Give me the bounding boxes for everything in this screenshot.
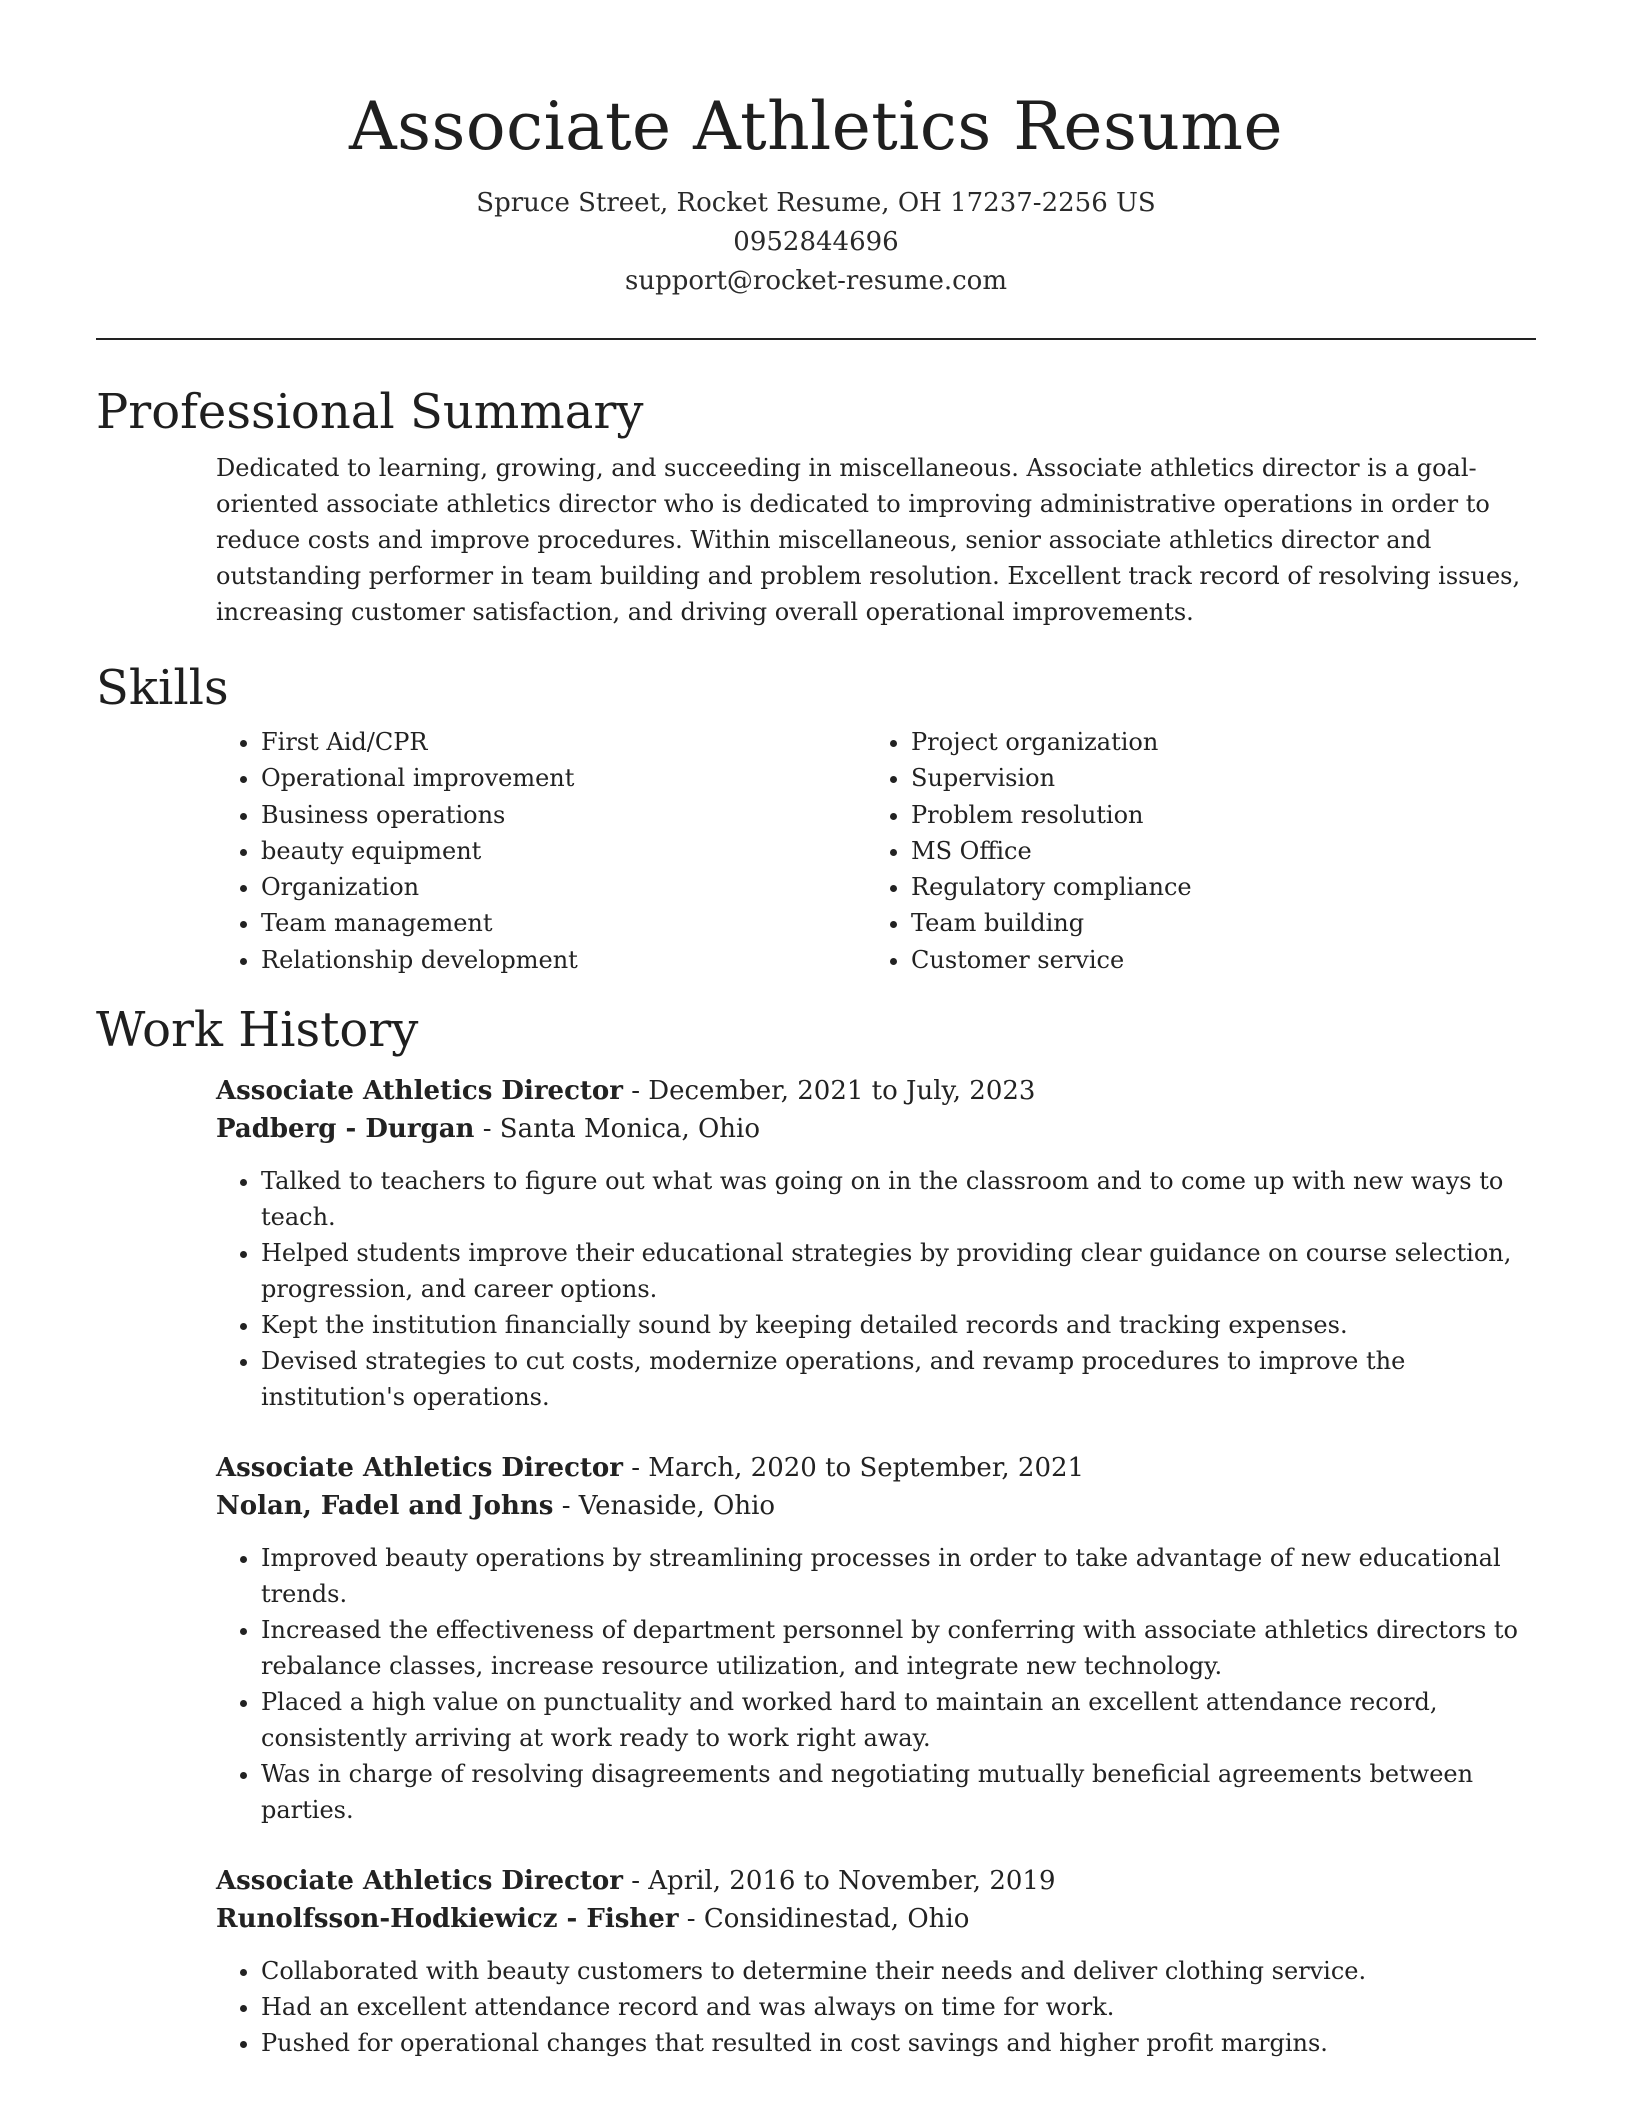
phone-text: 0952844696 <box>733 227 899 257</box>
job-dates: - April, 2016 to November, 2019 <box>622 1866 1056 1897</box>
resume-header <box>96 0 1536 340</box>
job-title-line <box>216 1449 1536 1487</box>
job-title-line <box>216 1072 1536 1110</box>
job-bullet: • Pushed for operational changes that resulted in cost savings and higher profit margins. <box>261 2025 1541 2061</box>
job-bullets <box>216 1163 1541 1415</box>
header-divider <box>96 338 1536 340</box>
job-company: Padberg - Durgan <box>216 1114 475 1145</box>
skills-section <box>96 658 1536 978</box>
job-company: Runolfsson-Hodkiewicz - Fisher <box>216 1904 679 1935</box>
address-text: Spruce Street, Rocket Resume, OH 17237-2256 US <box>476 188 1156 218</box>
job-role: Associate Athletics Director <box>216 1866 623 1897</box>
skill-item: • Team management <box>261 905 866 941</box>
job-entry <box>216 1862 1536 2061</box>
skill-item: • Problem resolution <box>911 797 1516 833</box>
job-role: Associate Athletics Director <box>216 1076 623 1107</box>
job-dates: - March, 2020 to September, 2021 <box>622 1453 1085 1484</box>
skills-list-left <box>216 724 866 978</box>
work-history-heading: Work History <box>96 1002 419 1059</box>
summary-heading: Professional Summary <box>96 384 644 440</box>
resume-title: Associate Athletics Resume <box>348 88 1284 165</box>
job-company: Nolan, Fadel and Johns <box>216 1491 554 1522</box>
skills-grid <box>216 724 1536 978</box>
summary-section <box>96 382 1536 630</box>
job-company-line <box>216 1487 1536 1525</box>
job-bullet: • Had an excellent attendance record and was always on time for work. <box>261 1989 1541 2025</box>
skill-item: • Project organization <box>911 724 1516 760</box>
skill-item: • Regulatory compliance <box>911 869 1516 905</box>
job-bullet: • Was in charge of resolving disagreements and negotiating mutually beneficial agreements between parties. <box>261 1756 1541 1828</box>
work-history-section <box>96 1000 1536 2061</box>
skill-item: • Relationship development <box>261 942 866 978</box>
skill-item: • Operational improvement <box>261 760 866 796</box>
job-location: - Considinestad, Ohio <box>678 1904 970 1935</box>
job-bullet: • Talked to teachers to figure out what was going on in the classroom and to come up with new ways to teach. <box>261 1163 1541 1235</box>
job-entry <box>216 1449 1536 1828</box>
skill-item: • Customer service <box>911 942 1516 978</box>
skills-list-right <box>866 724 1516 978</box>
skill-item: • First Aid/CPR <box>261 724 866 760</box>
email-text: support@rocket-resume.com <box>624 266 1007 296</box>
job-bullet: • Improved beauty operations by streamlining processes in order to take advantage of new educational trends. <box>261 1540 1541 1612</box>
job-bullet: • Kept the institution financially sound by keeping detailed records and tracking expenses. <box>261 1307 1541 1343</box>
resume-page <box>96 0 1536 2061</box>
skill-item: • MS Office <box>911 833 1516 869</box>
skill-item: • Team building <box>911 905 1516 941</box>
summary-text: Dedicated to learning, growing, and succeeding in miscellaneous. Associate athletics director is a goal-oriented associate athletics director who is dedicated to improving administrative operations in order to reduce costs and improve procedures. Within miscellaneous, senior associate athletics director and outstanding performer in team building and problem resolution. Excellent track record of resolving issues, increasing customer satisfaction, and driving overall operational improvements. <box>216 454 1521 626</box>
skill-item: • Supervision <box>911 760 1516 796</box>
job-location: - Santa Monica, Ohio <box>474 1114 760 1145</box>
job-bullet: • Placed a high value on punctuality and worked hard to maintain an excellent attendance record, consistently arriving at work ready to work right away. <box>261 1684 1541 1756</box>
job-company-line <box>216 1900 1536 1938</box>
job-company-line <box>216 1110 1536 1148</box>
skill-item: • Business operations <box>261 797 866 833</box>
skill-item: • beauty equipment <box>261 833 866 869</box>
job-bullet: • Increased the effectiveness of department personnel by conferring with associate athletics directors to rebalance classes, increase resource utilization, and integrate new technology. <box>261 1612 1541 1684</box>
contact-block <box>96 184 1536 301</box>
job-bullets <box>216 1953 1541 2061</box>
job-entry <box>216 1072 1536 1415</box>
job-role: Associate Athletics Director <box>216 1453 623 1484</box>
summary-body <box>216 450 1536 630</box>
job-bullet: • Helped students improve their educational strategies by providing clear guidance on course selection, progression, and career options. <box>261 1235 1541 1307</box>
job-bullet: • Devised strategies to cut costs, modernize operations, and revamp procedures to improve the institution's operations. <box>261 1343 1541 1415</box>
job-title-line <box>216 1862 1536 1900</box>
job-location: - Venaside, Ohio <box>553 1491 776 1522</box>
job-dates: - December, 2021 to July, 2023 <box>622 1076 1036 1107</box>
job-bullets <box>216 1540 1541 1828</box>
skills-heading: Skills <box>96 660 229 716</box>
job-bullet: • Collaborated with beauty customers to determine their needs and deliver clothing service. <box>261 1953 1541 1989</box>
skill-item: • Organization <box>261 869 866 905</box>
